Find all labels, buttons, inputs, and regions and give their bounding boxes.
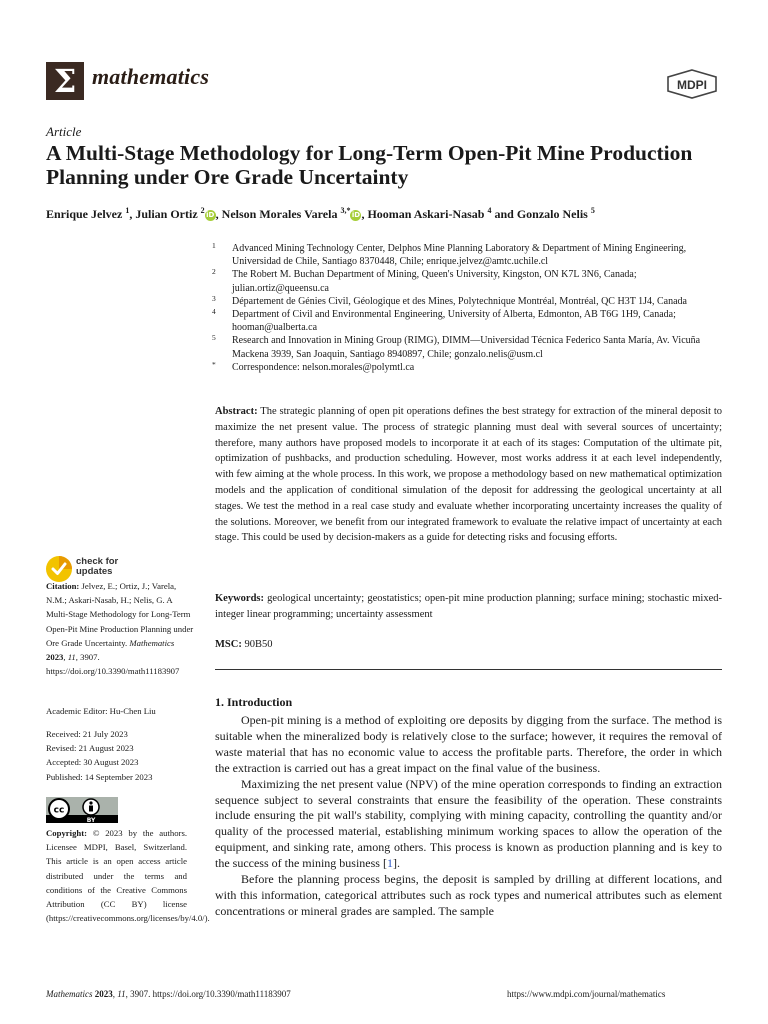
revised-date: Revised: 21 August 2023: [46, 743, 134, 754]
affiliation-text: The Robert M. Buchan Department of Mining, Queen's University, Kingston, ON K7L 3N6, Canada; julian.ortiz@queensu.ca: [232, 269, 637, 294]
author-name[interactable]: Julian Ortiz: [135, 207, 198, 221]
paper-title: A Multi-Stage Methodology for Long-Term Open-Pit Mine Production Planning under Ore Grade Uncertainty: [46, 141, 693, 189]
citation-link[interactable]: 1: [386, 856, 393, 871]
copyright-label: Copyright:: [46, 828, 88, 838]
introduction-body: [215, 713, 722, 920]
copyright-text: © 2023 by the authors. Licensee MDPI, Basel, Switzerland. This article is an open access article distributed under the terms and conditions of the Creative Commons Attribution (CC BY) license (https://creativecommons.org/licenses/by/4.0/).: [46, 828, 210, 924]
author-separator: ,: [129, 207, 136, 221]
affiliation-text: Research and Innovation in Mining Group (RIMG), DIMM—Universidad Técnica Federico Santa María, Av. Vicuña Mackena 3939, San Joaquin, Santiago 8940897, Chile; gonzalo.nelis@usm.cl: [232, 335, 701, 360]
footer-volume: 11: [117, 989, 126, 999]
footer-journal: Mathematics: [46, 989, 93, 999]
footer-doi[interactable]: , 3907. https://doi.org/10.3390/math11183907: [125, 989, 291, 999]
keywords-text: geological uncertainty; geostatistics; open-pit mine production planning; surface mining; stochastic mixed-integer linear programming; uncertainty assessment: [215, 593, 723, 620]
author-affiliation-marker: 3,*: [340, 206, 351, 215]
orcid-icon[interactable]: iD: [206, 211, 215, 219]
affiliation-item: [212, 295, 732, 308]
affiliation-text: Correspondence: nelson.morales@polymtl.ca: [232, 361, 415, 373]
affiliation-number: 4: [212, 307, 216, 317]
msc: [215, 637, 722, 653]
received-date: Received: 21 July 2023: [46, 729, 128, 739]
keywords: [215, 591, 722, 623]
author-separator: ,: [361, 207, 368, 221]
author-affiliation-marker: 5: [590, 206, 595, 215]
paragraph: Open-pit mining is a method of exploiting ore deposits by digging from the surface. The method is suitable when the mineralized body is relatively close to the surface; however, it requires the removal of waste material that has no economic value to access the profitable parts. Therefore, the order in which the extraction is carried out has a great impact on the final value of the business.: [215, 713, 722, 775]
affiliation-item: [212, 308, 732, 334]
check-updates-line: updates: [76, 566, 113, 577]
cc-label: cc: [53, 805, 65, 816]
msc-label: MSC:: [215, 639, 242, 650]
affiliation-text: Department of Civil and Environmental Engineering, University of Alberta, Edmonton, AB T6G 1H9, Canada; hooman@ualberta.ca: [232, 309, 676, 334]
article-type: Article: [46, 124, 82, 139]
author-name[interactable]: Enrique Jelvez: [46, 207, 123, 221]
check-updates-line: check for: [76, 556, 119, 567]
abstract-label: Abstract:: [215, 406, 258, 417]
affiliation-number: *: [212, 359, 216, 369]
author-name[interactable]: Nelson Morales Varela: [221, 207, 338, 221]
author-name[interactable]: Gonzalo Nelis: [516, 207, 588, 221]
affiliation-text: Département de Génies Civil, Géologique et des Mines, Polytechnique Montréal, Montréal, QC H3T 1J4, Canada: [232, 295, 687, 307]
accepted-date: Accepted: 30 August 2023: [46, 757, 139, 768]
citation-journal: Mathematics: [129, 637, 175, 648]
citation-comma: ,: [63, 652, 68, 663]
journal-logo: Σ: [46, 62, 84, 100]
abstract-text: The strategic planning of open pit operations defines the best strategy for extraction of the mineral deposit to maximize the net present value. The process of strategic planning must deal with several sources of uncertainty; therefore, many authors have proposed models to incorporate it at each of its stages: Computation of the ultimate pit, optimization of pushbacks, and production scheduling. However, most works address it at each level independently, with few aiming at the whole process. In this work, we propose a methodology based on new mathematical optimization models and the application of conditional simulation of the deposit for addressing the geological uncertainty at all stages. We test the method in a real case study and evaluate whether incorporating uncertainty increases the quality of the solutions. Moreover, we benefit from our integrated framework to evaluate the relative impact of uncertainty at each stage. This could be used by decision-makers as a guide for detecting risks and focusing efforts.: [215, 406, 722, 544]
citation-doi[interactable]: , 3907. https://doi.org/10.3390/math11183907: [46, 652, 180, 677]
published-date: Published: 14 September 2023: [46, 771, 153, 782]
keywords-label: Keywords:: [215, 593, 264, 604]
section-heading: 1. Introduction: [215, 695, 293, 709]
author-list: [46, 203, 736, 222]
paragraph: Before the planning process begins, the deposit is sampled by drilling at different locations, and with this information, categorical attributes such as rock types and numerical attributes such as element concentrations or mineral grades are sampled. The sample: [215, 872, 722, 918]
footer-comma: ,: [112, 989, 118, 999]
affiliation-text: Advanced Mining Technology Center, Delphos Mine Planning Laboratory & Department of Mining Engineering, Universidad de Chile, Santiago 8370448, Chile; enrique.jelvez@amtc.uchile.cl: [232, 243, 687, 268]
affiliation-item: [212, 361, 732, 374]
affiliation-number: 2: [212, 267, 216, 277]
affiliation-item: [212, 268, 732, 294]
orcid-icon[interactable]: iD: [351, 211, 361, 219]
copyright-notice: [46, 826, 210, 925]
citation-block: [46, 579, 194, 678]
footer-citation: [46, 989, 291, 999]
msc-text: 90B50: [244, 639, 273, 650]
author-name[interactable]: Hooman Askari-Nasab: [367, 207, 485, 221]
cc-by-text: BY: [86, 817, 96, 823]
section-divider: [215, 669, 722, 670]
paragraph-text: Maximizing the net present value (NPV) of the mine operation corresponds to finding an extraction sequence subject to several constraints that ensure the feasibility of the operation. These constraints include ensuring the pit wall's stability, complying with mining capacity, controlling the quantity and/or quality of the processed material, establishing minimum working spaces to allow the operation of the equipment, and sinking rate, among others. This process is known as production planning and is key to the success of the mining business [: [215, 776, 722, 871]
journal-name: mathematics: [92, 64, 210, 89]
author-separator: ,: [215, 207, 222, 221]
publication-dates: [46, 727, 194, 784]
affiliation-item: [212, 334, 732, 360]
author-affiliation-marker: 4: [487, 206, 492, 215]
footer-journal-url[interactable]: https://www.mdpi.com/journal/mathematics: [507, 989, 666, 999]
academic-editor: Academic Editor: Hu-Chen Liu: [46, 706, 156, 716]
paragraph-text: ].: [392, 856, 400, 871]
citation-volume: 11: [67, 652, 76, 663]
cc-by-license-icon[interactable]: [46, 797, 118, 823]
author-affiliation-marker: 2: [200, 206, 205, 215]
citation-text: Jelvez, E.; Ortiz, J.; Varela, N.M.; Askari-Nasab, H.; Nelis, G. A Multi-Stage Methodology for Long-Term Open-Pit Mine Production Planning under Ore Grade Uncertainty.: [46, 581, 194, 648]
paragraph: [215, 777, 722, 872]
affiliation-item: [212, 242, 732, 268]
affiliation-number: 1: [212, 241, 216, 250]
abstract: [215, 404, 722, 546]
affiliation-number: 5: [212, 333, 216, 343]
affiliations: [212, 242, 732, 374]
citation-year: 2023: [46, 652, 64, 663]
mdpi-logo: [666, 69, 718, 99]
check-updates-text: [76, 557, 118, 577]
footer-year: 2023: [94, 989, 113, 999]
citation-label: Citation:: [46, 581, 80, 591]
affiliation-number: 3: [212, 293, 216, 303]
author-affiliation-marker: 1: [125, 206, 130, 215]
author-separator: and: [491, 207, 517, 221]
mdpi-logo-text: MDPI: [677, 78, 707, 92]
